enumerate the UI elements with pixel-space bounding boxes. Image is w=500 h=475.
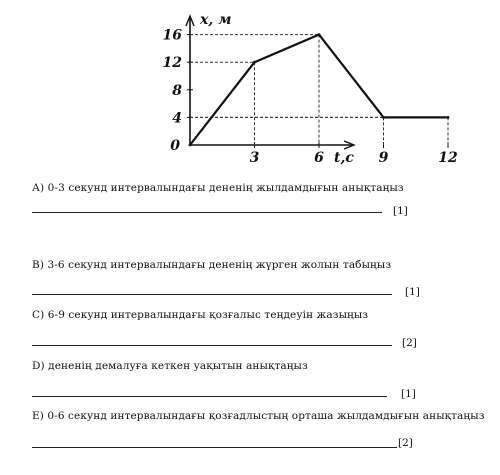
x-tick-label-3: 12 (438, 150, 458, 166)
x-tick-label-1: 6 (314, 150, 324, 166)
answer-line-d[interactable] (32, 396, 387, 397)
y-tick-label-0: 16 (162, 27, 182, 44)
question-e: E) 0-6 секунд интервалындағы қозғадлыстың орташа жылдамдығын анықтаңыз (32, 410, 485, 422)
data-point-3 (382, 116, 385, 119)
answer-line-b[interactable] (32, 294, 392, 295)
y-tick-label-3: 4 (172, 110, 182, 127)
answer-line-c[interactable] (32, 345, 392, 346)
data-point-2 (318, 33, 321, 36)
origin-label: 0 (170, 138, 180, 154)
x-tick-label-2: 9 (378, 150, 389, 166)
question-b: В) 3-6 секунд интервалындағы дененің жүрген жолын табыңыз (32, 259, 392, 271)
y-axis-label: x, м (200, 12, 232, 28)
mark-a: [1] (393, 205, 408, 217)
position-time-graph (0, 0, 500, 175)
data-point-0 (189, 144, 192, 147)
question-a: А) 0-3 секунд интервалындағы дененің жылдамдығын анықтаңыз (32, 182, 404, 194)
question-c: С) 6-9 секунд интервалындағы қозғалыс теңдеуін жазыңыз (32, 309, 369, 321)
y-tick-label-1: 12 (162, 55, 182, 72)
answer-line-e[interactable] (32, 447, 397, 448)
question-d: D) дененің демалуға кеткен уақытын анықтаңыз (32, 360, 308, 372)
data-point-4 (447, 116, 450, 119)
x-tick-label-0: 3 (249, 150, 260, 166)
mark-e: [2] (398, 437, 413, 449)
answer-line-a[interactable] (32, 212, 382, 213)
guide-lines (190, 35, 448, 145)
x-axis-label: t,c (334, 150, 354, 166)
mark-b: [1] (405, 286, 420, 298)
y-tick-label-2: 8 (172, 82, 182, 99)
mark-c: [2] (402, 337, 417, 349)
data-point-1 (253, 61, 256, 64)
mark-d: [1] (401, 388, 416, 400)
